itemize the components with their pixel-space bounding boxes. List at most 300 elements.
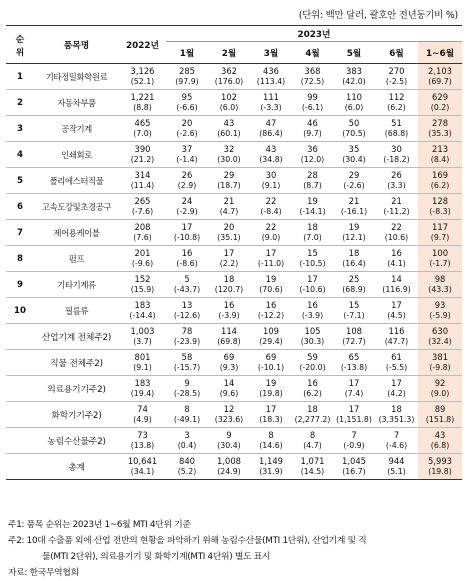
value-yoy-pct: (24.9) — [217, 466, 241, 476]
value-2023-cell — [333, 246, 375, 272]
value-yoy-pct: (86.4) — [259, 128, 283, 138]
value-2023-cell — [333, 220, 375, 246]
value-amount: 381 — [432, 352, 449, 362]
value-yoy-pct: (-5.9) — [429, 310, 451, 320]
value-2022-cell — [119, 194, 166, 220]
value-yoy-pct: (-8.3) — [429, 206, 451, 216]
value-yoy-pct: (-23.9) — [173, 336, 201, 346]
value-amount: 1,071 — [300, 456, 325, 466]
value-amount: 465 — [134, 118, 151, 128]
value-yoy-pct: (30.3) — [300, 336, 325, 346]
value-yoy-pct: (120.7) — [214, 284, 244, 294]
value-amount: 19 — [348, 222, 360, 232]
value-yoy-pct: (-4.6) — [385, 440, 408, 450]
value-2023-cell — [333, 142, 375, 168]
value-amount: 21 — [391, 196, 402, 206]
value-2023-cell — [208, 298, 250, 324]
value-amount: 110 — [346, 92, 362, 102]
item-name-cell: 인쇄회로 — [61, 149, 92, 160]
value-amount: 18 — [307, 222, 318, 232]
value-yoy-pct: (176.0) — [214, 76, 244, 86]
value-yoy-pct: (-3.9) — [301, 310, 324, 320]
value-2023-cell — [418, 376, 462, 402]
value-yoy-pct: (9.7) — [303, 128, 322, 138]
value-yoy-pct: (42.0) — [342, 76, 366, 86]
value-yoy-pct: (21.2) — [130, 154, 155, 164]
value-2023-cell — [166, 116, 208, 142]
value-2023-cell — [292, 64, 333, 90]
value-amount: 46 — [307, 118, 318, 128]
value-yoy-pct: (14.6) — [259, 440, 283, 450]
value-yoy-pct: (16.4) — [342, 258, 366, 268]
value-yoy-pct: (47.7) — [384, 336, 409, 346]
value-2023-cell — [292, 376, 333, 402]
rank-cell: 7 — [17, 227, 23, 238]
value-yoy-pct: (2,277.2) — [294, 414, 331, 424]
value-2022-cell — [119, 272, 166, 298]
value-yoy-pct: (-7.1) — [343, 310, 365, 320]
value-2022-cell — [119, 402, 166, 428]
value-yoy-pct: (5.1) — [387, 466, 406, 476]
value-yoy-pct: (69.7) — [428, 76, 452, 86]
value-yoy-pct: (7.6) — [133, 232, 152, 242]
header-2023: 2023년 — [166, 26, 462, 42]
value-2023-cell — [208, 142, 250, 168]
item-name-cell: 농림수산물주2) — [47, 437, 106, 447]
value-2023-cell — [375, 272, 418, 298]
value-amount: 43 — [265, 144, 277, 154]
rank-cell: 2 — [17, 97, 23, 108]
value-2023-cell — [333, 298, 375, 324]
value-yoy-pct: (6.0) — [344, 102, 364, 112]
value-amount: 1,149 — [259, 456, 283, 466]
value-amount: 29 — [223, 170, 235, 180]
value-yoy-pct: (9.7) — [430, 232, 450, 242]
value-amount: 630 — [432, 326, 449, 336]
value-2023-cell — [375, 220, 418, 246]
value-2023-cell — [250, 90, 292, 116]
value-2023-cell — [292, 402, 333, 428]
table-row — [6, 272, 462, 298]
value-amount: 14 — [391, 274, 402, 284]
value-yoy-pct: (-3.9) — [218, 310, 240, 320]
value-yoy-pct: (4.5) — [387, 310, 406, 320]
value-amount: 5,993 — [428, 456, 453, 466]
value-yoy-pct: (9.6) — [219, 388, 239, 398]
value-amount: 128 — [432, 196, 449, 206]
rank-cell: 10 — [14, 305, 26, 316]
value-amount: 629 — [432, 92, 449, 102]
value-yoy-pct: (31.9) — [259, 466, 283, 476]
value-amount: 17 — [348, 378, 360, 388]
value-amount: 21 — [348, 196, 360, 206]
value-yoy-pct: (34.1) — [130, 466, 155, 476]
value-yoy-pct: (-9.6) — [131, 258, 154, 268]
value-amount: 213 — [432, 144, 449, 154]
value-yoy-pct: (6.0) — [219, 102, 239, 112]
value-2023-cell — [375, 64, 418, 90]
value-2023-cell — [418, 272, 462, 298]
value-2023-cell — [333, 90, 375, 116]
value-2023-cell — [208, 454, 250, 480]
value-yoy-pct: (6.8) — [430, 440, 450, 450]
value-2023-cell — [208, 116, 250, 142]
value-2023-cell — [333, 454, 375, 480]
value-2022-cell — [119, 220, 166, 246]
value-amount: 18 — [307, 404, 318, 414]
value-yoy-pct: (30.4) — [342, 154, 366, 164]
value-2023-cell — [208, 168, 250, 194]
rank-cell: 8 — [17, 253, 23, 264]
value-yoy-pct: (-2.9) — [176, 206, 198, 216]
value-amount: 183 — [134, 378, 151, 388]
value-amount: 20 — [223, 222, 235, 232]
value-amount: 17 — [391, 378, 402, 388]
value-2023-cell — [375, 168, 418, 194]
value-yoy-pct: (-13.8) — [340, 362, 368, 372]
table-row — [6, 428, 462, 454]
value-2023-cell — [208, 220, 250, 246]
value-amount: 22 — [391, 222, 402, 232]
value-amount: 99 — [307, 92, 318, 102]
value-yoy-pct: (9.0) — [261, 232, 281, 242]
value-amount: 18 — [391, 404, 402, 414]
value-yoy-pct: (19.4) — [130, 388, 155, 398]
value-amount: 51 — [391, 118, 402, 128]
value-yoy-pct: (-7.6) — [131, 206, 154, 216]
value-2023-cell — [208, 90, 250, 116]
value-amount: 69 — [223, 352, 235, 362]
value-amount: 390 — [134, 144, 151, 154]
value-amount: 270 — [388, 66, 405, 76]
value-amount: 74 — [137, 404, 148, 414]
value-yoy-pct: (-10.1) — [257, 362, 285, 372]
value-amount: 30 — [391, 144, 402, 154]
value-2023-cell — [375, 428, 418, 454]
value-2022-cell — [119, 454, 166, 480]
value-yoy-pct: (6.2) — [303, 388, 322, 398]
header-month-7: 1~6월 — [418, 42, 462, 64]
value-amount: 26 — [181, 170, 193, 180]
value-amount: 105 — [304, 326, 321, 336]
value-2022-cell — [119, 298, 166, 324]
value-yoy-pct: (11.4) — [130, 180, 155, 190]
value-amount: 16 — [307, 378, 318, 388]
value-2023-cell — [166, 90, 208, 116]
value-amount: 61 — [391, 352, 402, 362]
value-amount: 29 — [348, 170, 360, 180]
value-yoy-pct: (-9.8) — [429, 362, 451, 372]
value-yoy-pct: (18.3) — [259, 414, 283, 424]
value-amount: 20 — [181, 118, 193, 128]
value-yoy-pct: (-14.4) — [129, 310, 156, 320]
value-yoy-pct: (-12.6) — [173, 310, 201, 320]
note-2: 주2: 10대 수출품 외에 산업 전반의 현황을 파악하기 위해 농림수산물(MTI 1단위), 산업기계 및 직 — [8, 536, 367, 546]
value-amount: 152 — [134, 274, 151, 284]
value-yoy-pct: (6.2) — [387, 102, 406, 112]
value-2023-cell — [375, 376, 418, 402]
value-amount: 183 — [134, 300, 151, 310]
rank-cell: 3 — [17, 123, 23, 134]
header-month-4: 4월 — [292, 42, 333, 64]
value-amount: 22 — [265, 222, 277, 232]
value-2022-cell — [119, 428, 166, 454]
value-2023-cell — [166, 428, 208, 454]
value-2023-cell — [292, 220, 333, 246]
value-2023-cell — [250, 298, 292, 324]
value-yoy-pct: (-2.6) — [343, 180, 365, 190]
table-row — [6, 246, 462, 272]
value-yoy-pct: (4.9) — [133, 414, 152, 424]
value-amount: 37 — [181, 144, 193, 154]
value-2023-cell — [333, 116, 375, 142]
value-amount: 17 — [181, 222, 193, 232]
value-2023-cell — [418, 90, 462, 116]
value-2023-cell — [250, 402, 292, 428]
value-amount: 78 — [181, 326, 193, 336]
value-amount: 16 — [223, 300, 235, 310]
value-2023-cell — [250, 116, 292, 142]
value-yoy-pct: (10.6) — [384, 232, 409, 242]
value-2023-cell — [208, 402, 250, 428]
value-amount: 28 — [307, 170, 318, 180]
value-yoy-pct: (8.8) — [133, 102, 152, 112]
value-yoy-pct: (29.4) — [259, 336, 283, 346]
value-2023-cell — [333, 194, 375, 220]
value-amount: 16 — [265, 300, 277, 310]
table-row — [6, 350, 462, 376]
value-amount: 17 — [265, 404, 277, 414]
value-2023-cell — [250, 246, 292, 272]
value-amount: 108 — [346, 326, 362, 336]
value-yoy-pct: (-1.4) — [176, 154, 198, 164]
value-yoy-pct: (-49.1) — [173, 414, 201, 424]
value-2023-cell — [375, 90, 418, 116]
value-yoy-pct: (4.1) — [387, 258, 406, 268]
value-2023-cell — [166, 142, 208, 168]
value-2023-cell — [166, 350, 208, 376]
value-yoy-pct: (151.8) — [425, 414, 455, 424]
rank-cell — [6, 454, 34, 480]
value-yoy-pct: (-3.3) — [260, 102, 282, 112]
value-yoy-pct: (323.6) — [214, 414, 244, 424]
value-2022-cell — [119, 116, 166, 142]
value-yoy-pct: (4.7) — [219, 206, 239, 216]
value-yoy-pct: (9.1) — [261, 180, 281, 190]
value-amount: 18 — [223, 274, 235, 284]
value-amount: 93 — [434, 300, 446, 310]
value-amount: 201 — [134, 248, 151, 258]
value-amount: 17 — [307, 274, 318, 284]
value-yoy-pct: (-2.5) — [385, 76, 408, 86]
value-amount: 13 — [181, 300, 193, 310]
value-yoy-pct: (72.5) — [300, 76, 325, 86]
value-amount: 73 — [137, 430, 148, 440]
rank-cell — [6, 402, 34, 428]
value-yoy-pct: (72.7) — [342, 336, 366, 346]
rank-cell — [6, 324, 34, 350]
value-2023-cell — [292, 168, 333, 194]
value-amount: 117 — [432, 222, 449, 232]
value-amount: 15 — [348, 300, 360, 310]
value-2022-cell — [119, 246, 166, 272]
value-yoy-pct: (-6.6) — [176, 102, 198, 112]
value-amount: 1,221 — [130, 92, 155, 102]
value-amount: 32 — [223, 144, 235, 154]
footnotes — [8, 517, 460, 581]
value-yoy-pct: (30.0) — [217, 154, 241, 164]
value-amount: 7 — [393, 430, 400, 440]
value-yoy-pct: (9.0) — [430, 388, 450, 398]
header-rank — [6, 26, 34, 64]
value-yoy-pct: (-5.5) — [385, 362, 408, 372]
value-amount: 19 — [265, 378, 277, 388]
value-amount: 69 — [265, 352, 277, 362]
value-yoy-pct: (69.8) — [217, 336, 241, 346]
value-2023-cell — [166, 246, 208, 272]
header-item: 품목명 — [34, 26, 119, 64]
value-2022-cell — [119, 324, 166, 350]
value-yoy-pct: (-1.7) — [429, 258, 451, 268]
value-yoy-pct: (14.5) — [300, 466, 325, 476]
value-2023-cell — [418, 428, 462, 454]
value-yoy-pct: (-8.4) — [260, 206, 282, 216]
value-amount: 58 — [181, 352, 193, 362]
value-yoy-pct: (2.2) — [219, 258, 239, 268]
value-amount: 16 — [307, 300, 318, 310]
value-amount: 21 — [223, 196, 235, 206]
value-amount: 436 — [263, 66, 279, 76]
value-2023-cell — [166, 220, 208, 246]
value-2023-cell — [166, 324, 208, 350]
value-2023-cell — [333, 376, 375, 402]
value-yoy-pct: (97.9) — [175, 76, 199, 86]
rank-cell: 9 — [17, 279, 23, 290]
value-yoy-pct: (116.9) — [382, 284, 411, 294]
table-row — [6, 90, 462, 116]
value-2023-cell — [333, 272, 375, 298]
rank-cell — [6, 376, 34, 402]
value-2023-cell — [292, 90, 333, 116]
value-2023-cell — [418, 246, 462, 272]
value-amount: 2,103 — [428, 66, 453, 76]
value-amount: 265 — [134, 196, 151, 206]
value-2023-cell — [250, 454, 292, 480]
unit-note: (단위: 백만 달러, 괄호안 전년동기비 %) — [298, 10, 458, 21]
value-yoy-pct: (7.4) — [344, 388, 364, 398]
table-row — [6, 142, 462, 168]
value-yoy-pct: (9.3) — [219, 362, 239, 372]
value-amount: 16 — [181, 248, 193, 258]
value-2023-cell — [375, 116, 418, 142]
value-yoy-pct: (19.8) — [259, 388, 283, 398]
value-2023-cell — [250, 376, 292, 402]
value-amount: 47 — [265, 118, 277, 128]
value-2023-cell — [418, 116, 462, 142]
value-2023-cell — [292, 272, 333, 298]
value-2023-cell — [418, 454, 462, 480]
value-yoy-pct: (8.7) — [303, 180, 322, 190]
value-2023-cell — [250, 168, 292, 194]
table-row — [6, 64, 462, 90]
value-amount: 65 — [348, 352, 360, 362]
item-name-cell: 직물 전체주2) — [50, 359, 103, 369]
value-amount: 112 — [388, 92, 405, 102]
value-amount: 92 — [434, 378, 446, 388]
value-2023-cell — [166, 376, 208, 402]
value-yoy-pct: (-20.0) — [299, 362, 326, 372]
item-name-cell: 총계 — [68, 463, 85, 473]
value-yoy-pct: (68.8) — [384, 128, 409, 138]
value-yoy-pct: (-15.7) — [173, 362, 201, 372]
note-1: 주1: 품목 순위는 2023년 1~6월 MTI 4단위 기준 — [8, 520, 191, 530]
value-amount: 9 — [184, 378, 190, 388]
header-month-3: 3월 — [250, 42, 292, 64]
value-amount: 35 — [348, 144, 360, 154]
value-yoy-pct: (70.6) — [259, 284, 283, 294]
value-yoy-pct: (-10.6) — [299, 284, 326, 294]
value-amount: 43 — [223, 118, 235, 128]
value-2023-cell — [333, 168, 375, 194]
value-yoy-pct: (-18.2) — [383, 154, 410, 164]
value-2023-cell — [333, 64, 375, 90]
value-2023-cell — [418, 64, 462, 90]
value-amount: 383 — [346, 66, 362, 76]
value-2023-cell — [418, 142, 462, 168]
value-amount: 89 — [434, 404, 446, 414]
value-amount: 18 — [348, 248, 360, 258]
value-amount: 15 — [307, 248, 318, 258]
value-amount: 1,045 — [342, 456, 366, 466]
value-amount: 102 — [221, 92, 237, 102]
value-yoy-pct: (-28.5) — [173, 388, 201, 398]
value-2023-cell — [292, 454, 333, 480]
rank-cell: 5 — [17, 175, 23, 186]
value-amount: 26 — [391, 170, 402, 180]
value-yoy-pct: (35.3) — [428, 128, 452, 138]
value-yoy-pct: (7.0) — [133, 128, 152, 138]
value-2023-cell — [292, 298, 333, 324]
value-yoy-pct: (19.8) — [428, 466, 452, 476]
value-yoy-pct: (15.9) — [130, 284, 155, 294]
header-month-1: 1월 — [166, 42, 208, 64]
rank-cell: 4 — [17, 149, 23, 160]
value-2023-cell — [250, 324, 292, 350]
value-amount: 944 — [388, 456, 405, 466]
item-name-cell: 화학기기주2) — [51, 411, 102, 421]
value-yoy-pct: (8.4) — [430, 154, 450, 164]
item-name-cell: 폴리에스터직물 — [49, 175, 104, 186]
item-name-cell: 기타정밀화학원료 — [45, 71, 108, 82]
value-2023-cell — [166, 454, 208, 480]
value-yoy-pct: (16.7) — [342, 466, 366, 476]
value-2023-cell — [208, 324, 250, 350]
value-2023-cell — [166, 272, 208, 298]
value-amount: 7 — [351, 430, 357, 440]
value-yoy-pct: (-10.8) — [173, 232, 201, 242]
value-yoy-pct: (12.1) — [342, 232, 366, 242]
header-rank-top: 순 — [15, 34, 25, 45]
item-name-cell: 의료용기기주2) — [47, 385, 106, 395]
value-2023-cell — [166, 298, 208, 324]
value-yoy-pct: (0.4) — [177, 440, 197, 450]
value-yoy-pct: (-12.2) — [257, 310, 285, 320]
value-amount: 801 — [134, 352, 151, 362]
value-yoy-pct: (1,151.8) — [336, 414, 372, 424]
value-amount: 17 — [348, 404, 360, 414]
value-yoy-pct: (3,351.3) — [378, 414, 415, 424]
value-2023-cell — [375, 142, 418, 168]
